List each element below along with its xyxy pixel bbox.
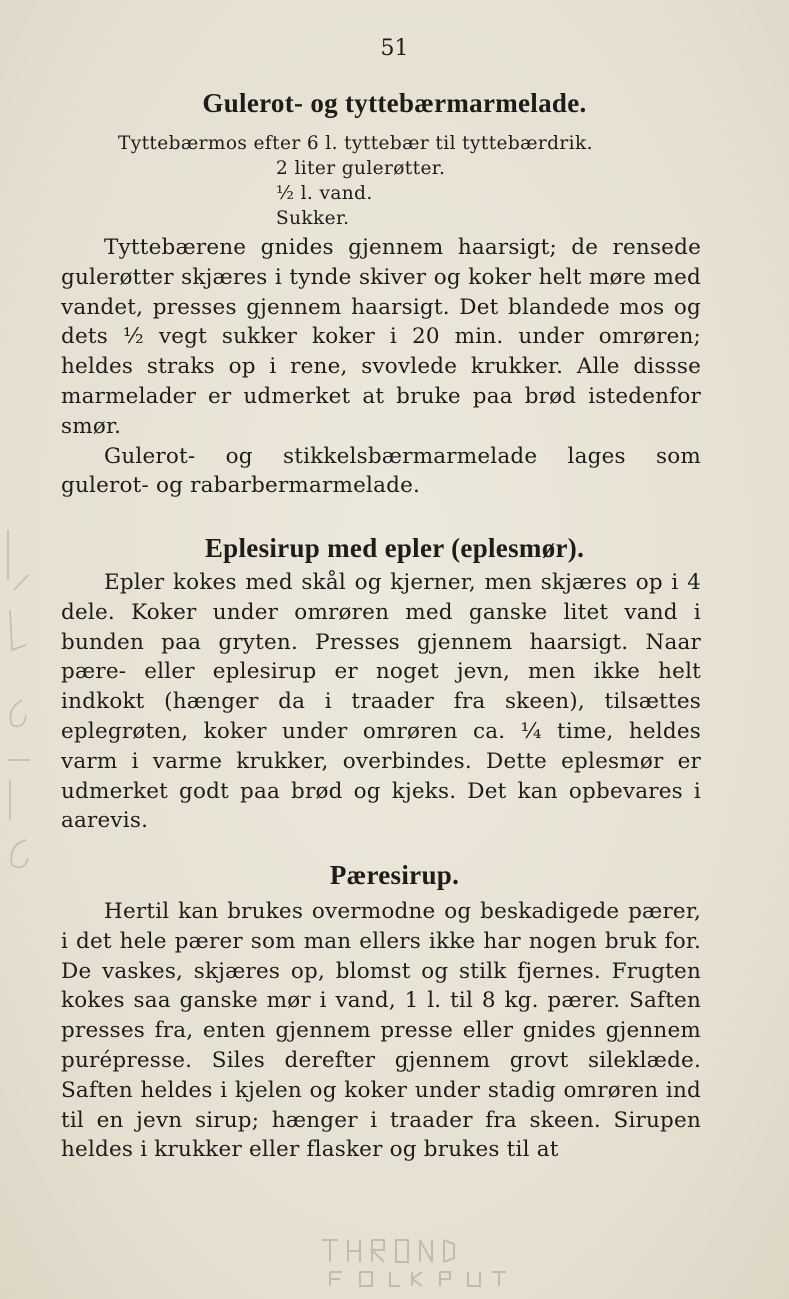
paragraph: Tyttebærene gnides gjennem haarsigt; de rensede gulerøtter skjæres i tynde skiver og koker helt møre med vandet, presses gjennem haarsigt. Det blandede mos og dets ½ vegt sukker koker i 20 min. under omrøren; heldes straks op i rene, svovlede krukker. Alle dissse marmelader er udmerket at bruke paa brød istedenfor smør. bbox=[61, 235, 701, 439]
paragraph: Epler kokes med skål og kjerner, men skjæres op i 4 dele. Koker under omrøren med ganske litet vand i bunden paa gryten. Presses gjennem haarsigt. Naar pære- eller eplesirup er noget jevn, men ikke helt indkokt (hænger da i traader fra skeen), tilsættes eplegrøten, koker under omrøren ca. ¼ time, heldes varm i varme krukker, overbindes. Dette eplesmør er udmerket godt paa brød og kjeks. Det kan opbevares i aarevis. bbox=[61, 570, 701, 834]
paragraph: Hertil kan brukes overmodne og beskadigede pærer, i det hele pærer som man ellers ikke har nogen bruk for. De vaskes, skjæres op, blomst og stilk fjernes. Frugten kokes saa ganske mør i vand, 1 l. til 8 kg. pærer. Saften presses fra, enten gjennem presse eller gnides gjennem purépresse. Siles derefter gjennem grovt sileklæde. Saften heldes i kjelen og koker under stadig omrøren ind til en jevn sirup; hænger i traader fra skeen. Sirupen heldes i krukker eller flasker og brukes til at bbox=[61, 899, 701, 1163]
ingredient-line: Sukker. bbox=[276, 208, 350, 229]
section-body-paeresirup bbox=[61, 897, 701, 1165]
section-body-eplesirup bbox=[61, 568, 701, 836]
section-title-gulerot: Gulerot- og tyttebærmarmelade. bbox=[202, 88, 587, 118]
bleed-through-marks bbox=[0, 520, 40, 900]
ingredient-line: 2 liter gulerøtter. bbox=[276, 158, 446, 179]
section-title-eplesirup: Eplesirup med epler (eplesmør). bbox=[204, 533, 585, 563]
ingredient-line: ½ l. vand. bbox=[276, 183, 373, 204]
bleed-mark bbox=[10, 700, 26, 726]
ingredient-line: Tyttebærmos efter 6 l. tyttebær til tyttebærdrik. bbox=[118, 133, 593, 154]
bleed-mark bbox=[10, 610, 26, 650]
bleed-mark bbox=[8, 760, 30, 820]
page-number: 51 bbox=[380, 36, 409, 61]
paragraph: Gulerot- og stikkelsbærmarmelade lages som gulerot- og rabarbermarmelade. bbox=[61, 443, 701, 499]
bleed-mark bbox=[11, 840, 28, 867]
section-body-gulerot bbox=[61, 233, 701, 501]
library-stamp bbox=[300, 1228, 530, 1288]
bleed-mark bbox=[8, 530, 28, 590]
section-title-paeresirup: Pæresirup. bbox=[329, 860, 460, 890]
